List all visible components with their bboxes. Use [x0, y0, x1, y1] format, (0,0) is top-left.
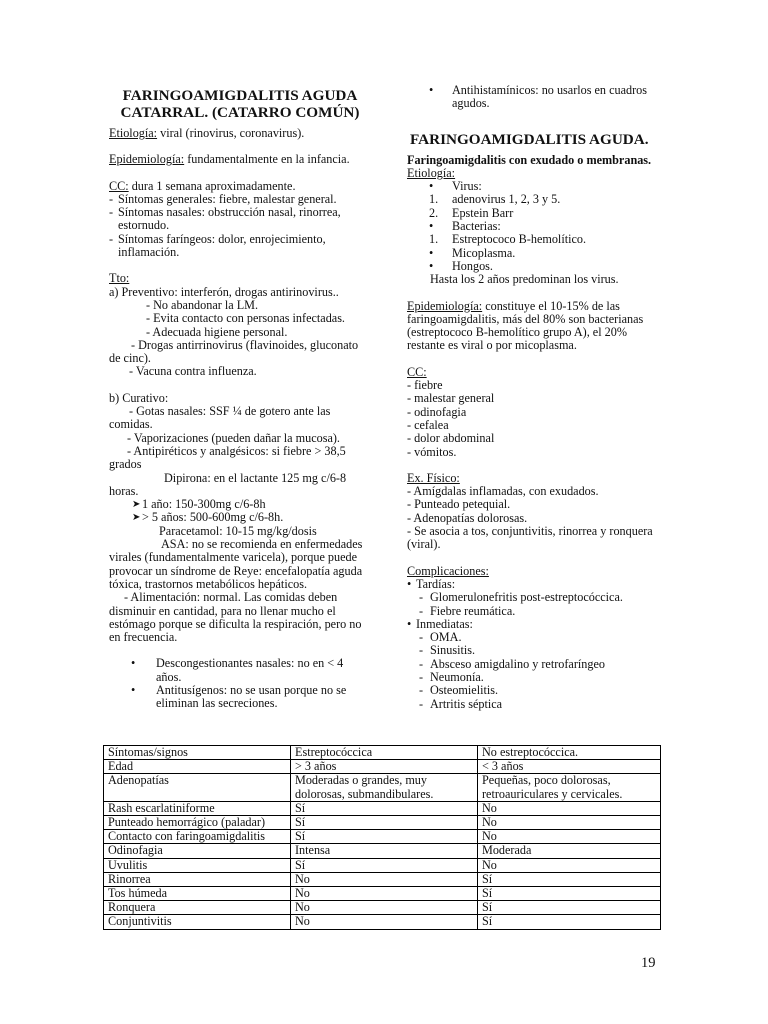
table-row: [104, 816, 661, 830]
table-cell: > 3 años: [291, 760, 478, 774]
curativo-line: b) Curativo:: [109, 390, 169, 405]
table-cell: Sí: [478, 887, 661, 901]
list-item: • Antitusígenos: no se usan porque no se eliminan las secreciones.: [131, 682, 347, 711]
list-item: - Drogas antirrinovirus (flavinoides, gluconato de cinc).: [109, 337, 359, 366]
arrow-bullet-icon: ➤: [132, 499, 141, 511]
table-cell: No: [291, 887, 478, 901]
right-column: [407, 84, 659, 711]
list-item: - Vacuna contra influenza.: [129, 364, 257, 379]
table-header-cell: Estreptocóccica: [291, 746, 478, 760]
table-row: [104, 915, 661, 929]
epidemiologia-label: Epidemiología:: [407, 298, 483, 313]
asa-paragraph: ASA: no se recomienda en enfermedades virales (fundamentalmente varicela), porque puede provocar un síndrome de Reye: encefalopatía aguda tóxica, trastornos metabólicos hepáticos.: [109, 537, 363, 591]
list-item: • Bacterias:: [429, 219, 501, 234]
list-item: - Síntomas generales: fiebre, malestar general.: [109, 191, 337, 206]
list-item: - Absceso amigdalino y retrofaríngeo: [419, 656, 605, 671]
list-item: - Evita contacto con personas infectadas.: [146, 311, 345, 326]
cc-label: CC:: [109, 178, 129, 193]
table-cell: No: [478, 801, 661, 815]
list-item: - Osteomielitis.: [419, 683, 499, 698]
table-row: [104, 887, 661, 901]
table-cell: Rinorrea: [104, 872, 291, 886]
epidemiologia-paragraph: [109, 153, 371, 166]
list-item: - Neumonía.: [419, 669, 484, 684]
table-row: [104, 774, 661, 801]
list-item: • Virus:: [429, 179, 482, 194]
alimentacion-paragraph: - Alimentación: normal. Las comidas deben disminuir en cantidad, para no llenar mucho el estómago porque se dificulta la respiración, pero no en frecuencia.: [109, 590, 362, 645]
table-row: [104, 830, 661, 844]
tto-label: Tto:: [109, 271, 130, 286]
table-cell: Adenopatías: [104, 774, 291, 801]
list-item: 1. adenovirus 1, 2, 3 y 5.: [429, 192, 561, 207]
complicaciones-label: Complicaciones:: [407, 563, 489, 578]
list-item: ➤ 1 año: 150-300mg c/6-8h: [132, 497, 266, 512]
cc-paragraph: [109, 180, 371, 193]
table-cell: Tos húmeda: [104, 887, 291, 901]
list-item: 1. Estreptococo B-hemolítico.: [429, 232, 587, 247]
table-cell: No: [478, 830, 661, 844]
list-item: • Tardías:: [407, 576, 456, 591]
list-item: - No abandonar la LM.: [146, 297, 259, 312]
exfisico-label: Ex. Físico:: [407, 470, 460, 485]
table-row: [104, 872, 661, 886]
table-row: [104, 858, 661, 872]
table-row: [104, 760, 661, 774]
list-item: - odinofagia: [407, 404, 467, 419]
list-item: • Antihistamínicos: no usarlos en cuadros agudos.: [429, 83, 647, 111]
table-cell: Uvulitis: [104, 858, 291, 872]
etiologia-note: Hasta los 2 años predominan los virus.: [430, 272, 619, 287]
table-cell: Sí: [478, 901, 661, 915]
list-item: - Se asocia a tos, conjuntivitis, rinorrea y ronquera (viral).: [407, 524, 653, 552]
table-cell: Sí: [291, 801, 478, 815]
table-cell: Sí: [478, 872, 661, 886]
list-item: - Antipiréticos y analgésicos: si fiebre > 38,5 grados: [109, 443, 346, 472]
table-cell: < 3 años: [478, 760, 661, 774]
table-cell: Edad: [104, 760, 291, 774]
cc-text: dura 1 semana aproximadamente.: [128, 178, 296, 193]
list-item: • Descongestionantes nasales: no en < 4 años.: [131, 656, 344, 684]
table-cell: Sí: [291, 858, 478, 872]
epidemiologia-text: constituye el 10-15% de las faringoamigdalitis, más del 80% son bacterianas (estreptococo B-hemolítico grupo A), el 20% restante es viral o por micoplasma.: [407, 298, 644, 353]
list-item: - Artritis séptica: [419, 696, 503, 711]
comparison-table: [103, 745, 661, 930]
list-item: - fiebre: [407, 378, 443, 393]
table-cell: Ronquera: [104, 901, 291, 915]
table-cell: Punteado hemorrágico (paladar): [104, 816, 291, 830]
list-item: - Gotas nasales: SSF ¼ de gotero ante las comidas.: [109, 404, 331, 432]
table-cell: Moderada: [478, 844, 661, 858]
list-item: - vómitos.: [407, 444, 457, 459]
epidemiologia-paragraph: [407, 300, 659, 353]
table-cell: No: [291, 915, 478, 929]
table-cell: Conjuntivitis: [104, 915, 291, 929]
table-row: [104, 844, 661, 858]
table-cell: No: [291, 872, 478, 886]
subtitle: Faringoamigdalitis con exudado o membranas.: [407, 152, 652, 167]
epidemiologia-label: Epidemiología:: [109, 152, 185, 167]
list-item: - Vaporizaciones (pueden dañar la mucosa).: [127, 430, 340, 445]
list-item: - Sinusitis.: [419, 643, 476, 658]
cc-label: CC:: [407, 364, 427, 379]
epidemiologia-text: fundamentalmente en la infancia.: [184, 152, 350, 167]
list-item: - dolor abdominal: [407, 431, 495, 446]
table-cell: No: [478, 816, 661, 830]
etiologia-text: viral (rinovirus, coronavirus).: [157, 126, 305, 140]
table-row: [104, 901, 661, 915]
list-item: - Punteado petequial.: [407, 497, 511, 512]
list-item: • Micoplasma.: [429, 245, 516, 260]
section-title-aguda: FARINGOAMIGDALITIS AGUDA.: [410, 130, 649, 148]
table-cell: Moderadas o grandes, muy dolorosas, submandibulares.: [291, 774, 478, 801]
table-header-cell: Síntomas/signos: [104, 746, 291, 760]
page-number: 19: [641, 955, 656, 971]
etiologia-label: Etiología:: [109, 126, 158, 140]
table-header-cell: No estreptocóccica.: [478, 746, 661, 760]
table-cell: Intensa: [291, 844, 478, 858]
list-item: - cefalea: [407, 417, 449, 432]
table-cell: Contacto con faringoamigdalitis: [104, 830, 291, 844]
list-item: - Glomerulonefritis post-estreptocóccica.: [419, 590, 623, 605]
dipirona-line: Dipirona: en el lactante 125 mg c/6-8 horas.: [109, 470, 347, 498]
list-item: - malestar general: [407, 391, 495, 406]
table-cell: No: [291, 901, 478, 915]
arrow-bullet-icon: ➤: [132, 512, 141, 524]
etiologia-label: Etiología:: [407, 165, 456, 180]
list-item: - Adecuada higiene personal.: [146, 324, 288, 339]
list-item: - Adenopatías dolorosas.: [407, 510, 528, 525]
table-cell: Sí: [291, 816, 478, 830]
list-item: • Hongos.: [429, 258, 493, 273]
table-cell: No: [478, 858, 661, 872]
table-cell: Pequeñas, poco dolorosas, retroauriculares y cervicales.: [478, 774, 661, 801]
table-cell: Odinofagia: [104, 844, 291, 858]
table-cell: Sí: [291, 830, 478, 844]
section-title-catarral: FARINGOAMIGDALITIS AGUDA CATARRAL. (CATARRO COMÚN): [120, 87, 360, 121]
list-item: ➤ > 5 años: 500-600mg c/6-8h.: [132, 510, 284, 525]
table-cell: Rash escarlatiniforme: [104, 801, 291, 815]
table-header-row: [104, 746, 661, 760]
table-row: [104, 801, 661, 815]
etiologia-paragraph: [109, 127, 371, 140]
list-item: - Síntomas faríngeos: dolor, enrojecimiento, inflamación.: [109, 231, 326, 260]
preventivo-line: a) Preventivo: interferón, drogas antirinovirus..: [109, 284, 339, 299]
list-item: - OMA.: [419, 630, 462, 645]
list-item: - Fiebre reumática.: [419, 603, 516, 618]
table-cell: Sí: [478, 915, 661, 929]
list-item: • Inmediatas:: [407, 616, 473, 631]
list-item: - Amígdalas inflamadas, con exudados.: [407, 484, 599, 499]
list-item: 2. Epstein Barr: [429, 205, 514, 220]
list-item: - Síntomas nasales: obstrucción nasal, rinorrea, estornudo.: [109, 205, 341, 233]
left-column: [109, 84, 371, 711]
paracetamol-line: Paracetamol: 10-15 mg/kg/dosis: [159, 523, 317, 538]
